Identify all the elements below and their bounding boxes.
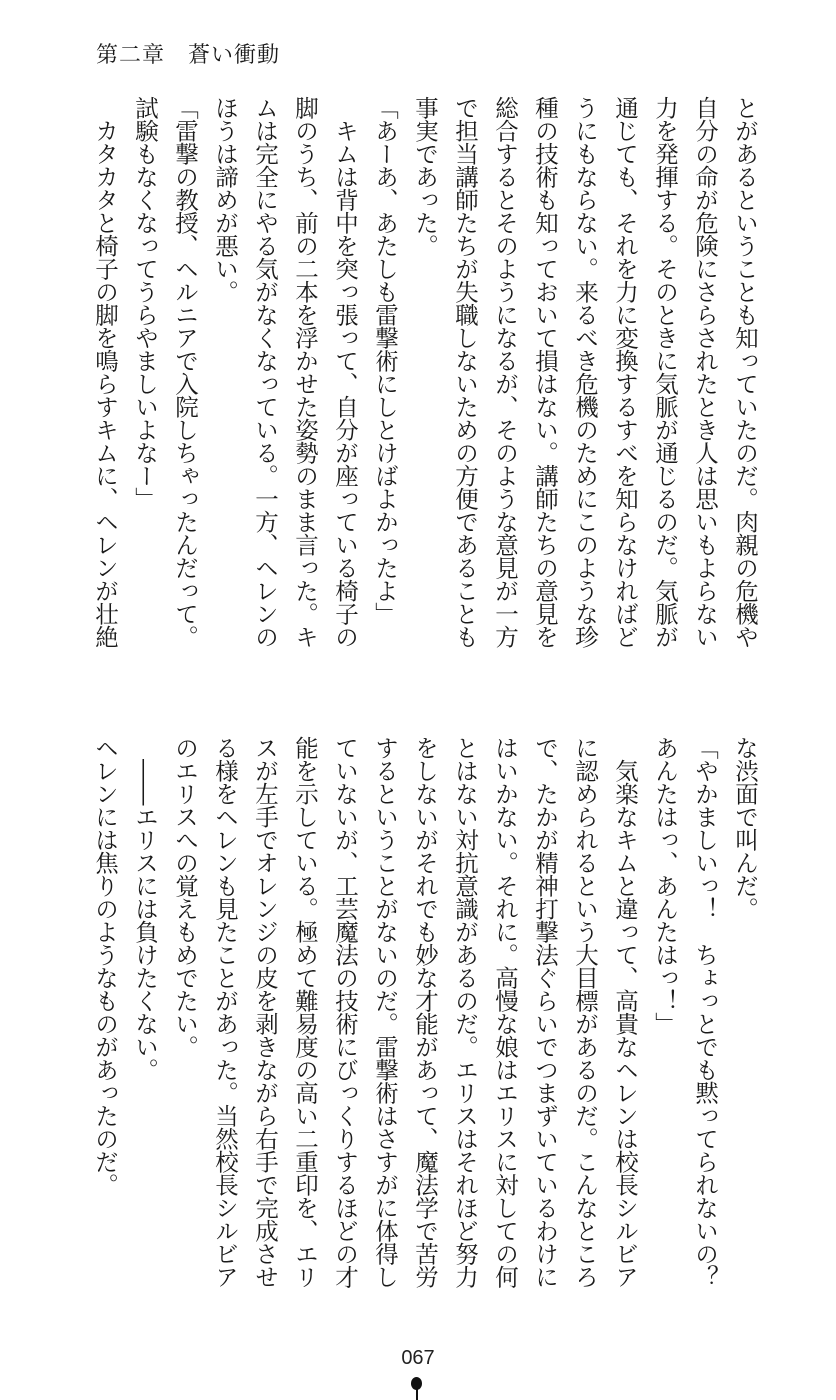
- text-column: 力を発揮する。そのときに気脈が通じるのだ。気脈が: [651, 96, 679, 648]
- text-column: 脚のうち、前の二本を浮かせた姿勢のまま言った。キ: [291, 96, 319, 648]
- text-column: とはない対抗意識があるのだ。エリスはそれほど努力: [451, 736, 479, 1288]
- text-column: 「雷撃の教授、ヘルニアで入院しちゃったんだって。: [171, 96, 199, 648]
- text-column: 総合するとそのようになるが、そのような意見が一方: [491, 96, 519, 648]
- text-column: うにもならない。来るべき危機のためにこのような珍: [571, 96, 599, 648]
- text-column: はいかない。それに。高慢な娘はエリスに対しての何: [491, 736, 519, 1288]
- text-column: ヘレンには焦りのようなものがあったのだ。: [91, 736, 119, 1196]
- page-number: 067: [401, 1347, 435, 1369]
- text-column: 「やかましいっ！ ちょっとでも黙ってられないの？: [691, 736, 719, 1288]
- text-column: ほうは諦めが悪い。: [211, 96, 239, 303]
- text-block-top: [85, 96, 765, 696]
- text-column: するということがないのだ。雷撃術はさすがに体得し: [371, 736, 399, 1288]
- text-column: 気楽なキムと違って、高貴なヘレンは校長シルビア: [611, 736, 639, 1288]
- text-column: をしないがそれでも妙な才能があって、魔法学で苦労: [411, 736, 439, 1288]
- text-column: 事実であった。: [411, 96, 439, 257]
- text-column: 試験もなくなってうらやましいよなー」: [131, 96, 159, 510]
- text-column: カタカタと椅子の脚を鳴らすキムに、ヘレンが壮絶: [91, 96, 119, 648]
- text-column: のエリスへの覚えもめでたい。: [171, 736, 199, 1058]
- text-block-bottom: [85, 736, 765, 1336]
- text-column: に認められるという大目標があるのだ。こんなところ: [571, 736, 599, 1288]
- text-column: 自分の命が危険にさらされたとき人は思いもよらない: [691, 96, 719, 648]
- text-column: 能を示している。極めて難易度の高い二重印を、エリ: [291, 736, 319, 1288]
- text-column: 種の技術も知っておいて損はない。講師たちの意見を: [531, 96, 559, 648]
- text-column: で担当講師たちが失職しないための方便であることも: [451, 96, 479, 648]
- text-column: あんたはっ、あんたはっ！」: [651, 736, 679, 1035]
- text-column: で、たかが精神打撃法ぐらいでつまずいているわけに: [531, 736, 559, 1288]
- text-column: とがあるということも知っていたのだ。肉親の危機や: [731, 96, 759, 648]
- text-column: キムは背中を突っ張って、自分が座っている椅子の: [331, 96, 359, 648]
- text-column: 「あーあ、あたしも雷撃術にしとけばよかったよ」: [371, 96, 399, 625]
- chapter-header: 第二章 蒼い衝動: [96, 43, 281, 68]
- text-column: スが左手でオレンジの皮を剥きながら右手で完成させ: [251, 736, 279, 1288]
- page-marker-line: [416, 1388, 418, 1400]
- text-column: ムは完全にやる気がなくなっている。一方、ヘレンの: [251, 96, 279, 648]
- text-column: る様をヘレンも見たことがあった。当然校長シルビア: [211, 736, 239, 1288]
- text-column: ――エリスには負けたくない。: [131, 736, 159, 1081]
- text-column: ていないが、工芸魔法の技術にびっくりするほどの才: [331, 736, 359, 1288]
- text-column: な渋面で叫んだ。: [731, 736, 759, 920]
- text-column: 通じても、それを力に変換するすべを知らなければど: [611, 96, 639, 648]
